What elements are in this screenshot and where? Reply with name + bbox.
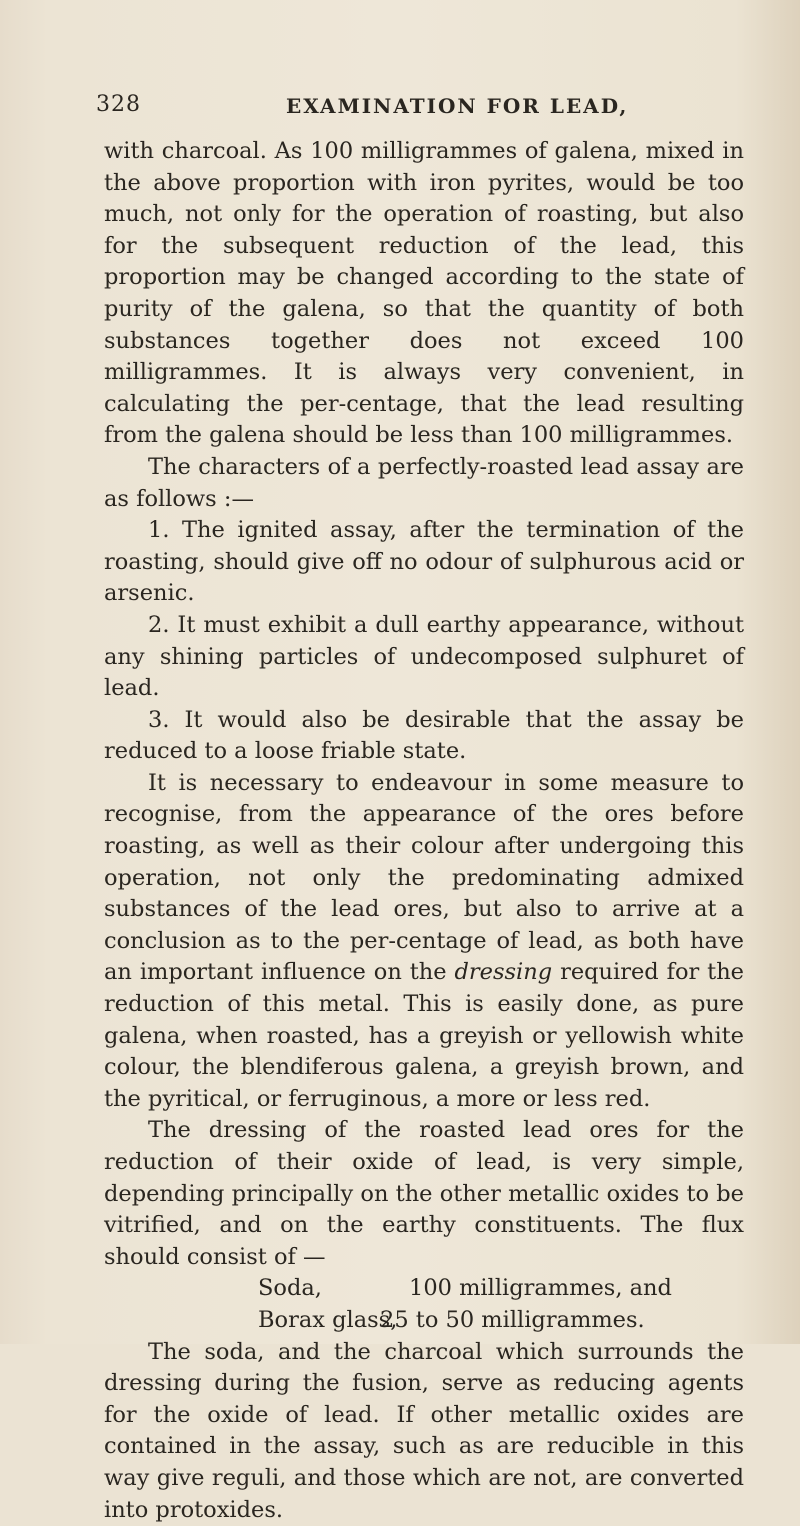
paragraph-soda: The soda, and the charcoal which surrounds the dressing during the fusion, serve as reducing agents for the oxide of lead. If other metallic oxides are contained in the assay, such as are reducible in this way give reguli, and those which are not, are converted into protoxides. bbox=[104, 1338, 744, 1523]
body-text bbox=[104, 136, 744, 1526]
list-item-2: 2. It must exhibit a dull earthy appearance, without any shining particles of undecomposed sulphuret of lead. bbox=[104, 611, 744, 702]
list-item-3: 3. It would also be desirable that the assay be reduced to a loose friable state. bbox=[104, 706, 744, 765]
flux-line-borax bbox=[104, 1305, 744, 1337]
running-head: EXAMINATION FOR LEAD, bbox=[286, 94, 629, 118]
paragraph-characters: The characters of a perfectly-roasted lead assay are as follows :— bbox=[104, 453, 744, 512]
flux-line-soda bbox=[104, 1273, 744, 1305]
flux-amount: 25 to 50 milligrammes. bbox=[380, 1306, 645, 1333]
emphasis-dressing: dressing bbox=[454, 959, 553, 986]
flux-name: Borax glass, bbox=[258, 1306, 398, 1333]
paragraph-dressing: The dressing of the roasted lead ores for the reduction of their oxide of lead, is very simple, depending principally on the other metallic oxides to be vitrified, and on the earthy constituents. The flux should consist of — bbox=[104, 1117, 744, 1270]
flux-name: Soda, bbox=[258, 1275, 322, 1302]
page-number: 328 bbox=[96, 92, 141, 117]
page-header bbox=[96, 92, 736, 122]
list-item-1: 1. The ignited assay, after the termination of the roasting, should give off no odour of sulphurous acid or arsenic. bbox=[104, 517, 744, 607]
flux-amount: 100 milligrammes, and bbox=[409, 1275, 672, 1302]
paragraph-recognise bbox=[104, 768, 744, 1116]
paragraph-recognise-part-1: It is necessary to endeavour in some measure to recognise, from the appearance of the ores before roasting, as well as their colour after undergoing this operation, not only the predominating admixed substances of the lead ores, but also to arrive at a conclusion as to the per-centage of lead, as both have an important influence on the bbox=[104, 769, 744, 986]
paragraph-recognise-part-2: required for the reduction of this metal. This is easily done, as pure galena, when roasted, has a greyish or yellowish white colour, the blendiferous galena, a greyish brown, and the pyritical, or ferruginous, a more or less red. bbox=[104, 959, 744, 1112]
paragraph-continuation: with charcoal. As 100 milligrammes of galena, mixed in the above proportion with iron pyrites, would be too much, not only for the operation of roasting, but also for the subsequent reduction of the lead, this proportion may be changed according to the state of purity of the galena, so that the quantity of both substances together does not exceed 100 milligrammes. It is always very convenient, in calculating the per-centage, that the lead resulting from the galena should be less than 100 milligrammes. bbox=[104, 138, 744, 449]
